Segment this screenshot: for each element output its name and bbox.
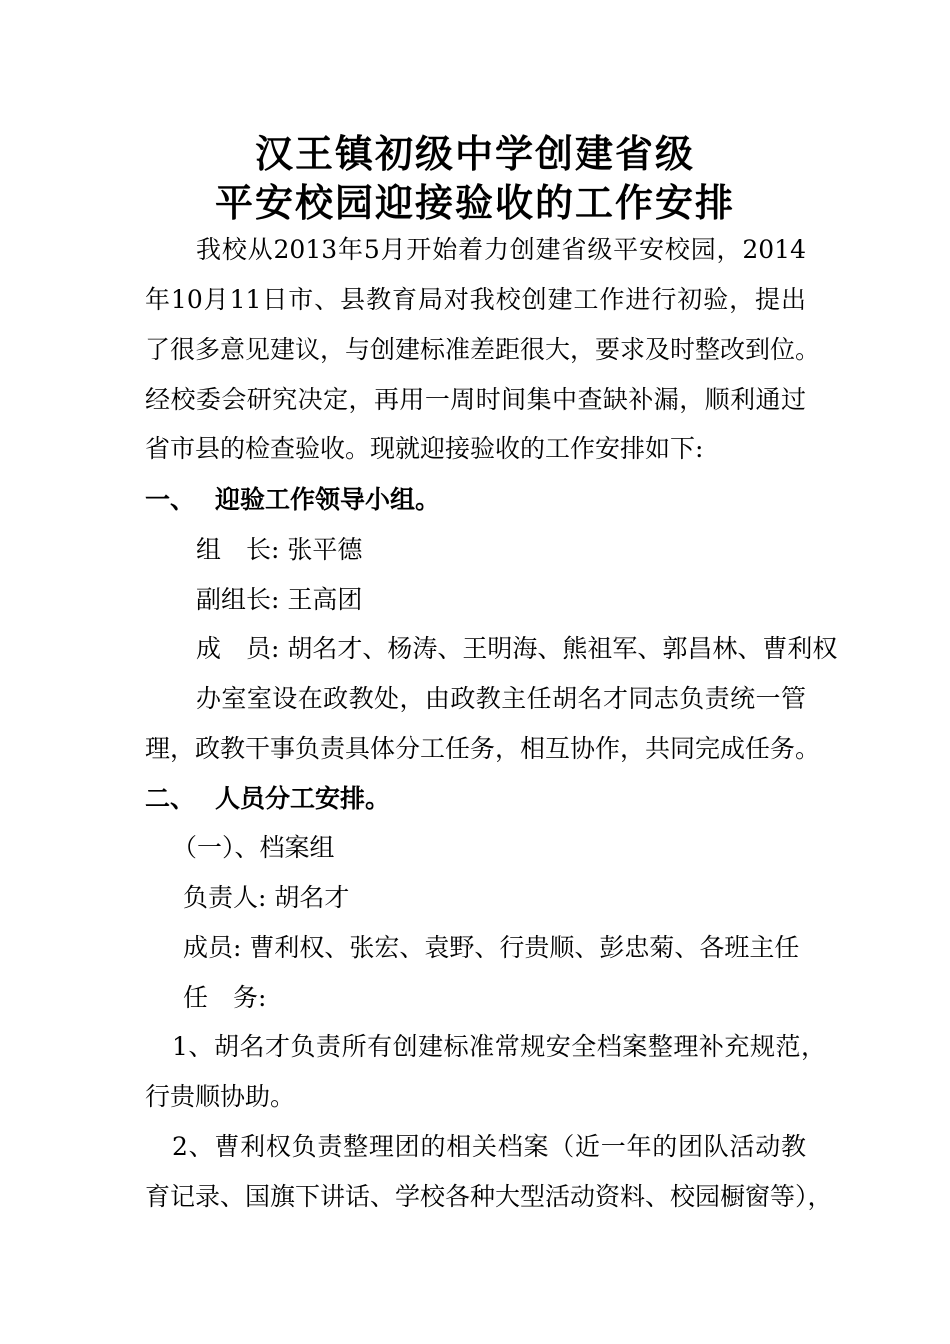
office-line-2: 理，政教干事负责具体分工任务，相互协作，共同完成任务。 bbox=[145, 734, 821, 763]
archive-group-members: 成员: 曹利权、张宏、袁野、行贵顺、彭忠菊、各班主任 bbox=[183, 933, 800, 962]
task-2-line-1: 2、曹利权负责整理团的相关档案（近一年的团队活动教 bbox=[172, 1132, 806, 1161]
section-2-heading bbox=[145, 782, 390, 816]
intro-line-3: 了很多意见建议，与创建标准差距很大，要求及时整改到位。 bbox=[145, 335, 821, 364]
section-2-title: 人员分工安排。 bbox=[215, 784, 391, 813]
group-deputy: 副组长: 王高团 bbox=[196, 585, 363, 614]
section-1-title: 迎验工作领导小组。 bbox=[215, 485, 441, 514]
intro-line-2: 年10月11日市、县教育局对我校创建工作进行初验，提出 bbox=[145, 285, 806, 314]
task-1-line-2: 行贵顺协助。 bbox=[145, 1082, 296, 1111]
intro-line-4: 经校委会研究决定，再用一周时间集中查缺补漏，顺利通过 bbox=[145, 385, 806, 414]
archive-group-name: （一）、档案组 bbox=[172, 833, 335, 862]
section-1-heading bbox=[145, 483, 440, 517]
group-leader: 组 长: 张平德 bbox=[196, 535, 363, 564]
intro-line-5: 省市县的检查验收。现就迎接验收的工作安排如下: bbox=[145, 434, 704, 463]
section-2-number: 二、 bbox=[145, 784, 196, 813]
archive-group-leader: 负责人: 胡名才 bbox=[183, 883, 350, 912]
task-2-line-2: 育记录、国旗下讲话、学校各种大型活动资料、校园橱窗等）， bbox=[145, 1182, 833, 1211]
group-members: 成 员: 胡名才、杨涛、王明海、熊祖军、郭昌林、曹利权 bbox=[196, 634, 838, 663]
task-1-line-1: 1、胡名才负责所有创建标准常规安全档案整理补充规范， bbox=[172, 1032, 826, 1061]
office-line-1: 办室室设在政教处，由政教主任胡名才同志负责统一管 bbox=[196, 684, 806, 713]
section-1-number: 一、 bbox=[145, 485, 196, 514]
archive-group-task-label: 任 务: bbox=[183, 983, 267, 1012]
document-title-line-2: 平安校园迎接验收的工作安排 bbox=[214, 181, 735, 225]
intro-line-1: 我校从2013年5月开始着力创建省级平安校园，2014 bbox=[196, 235, 806, 264]
document-title-line-1: 汉王镇初级中学创建省级 bbox=[254, 132, 695, 176]
